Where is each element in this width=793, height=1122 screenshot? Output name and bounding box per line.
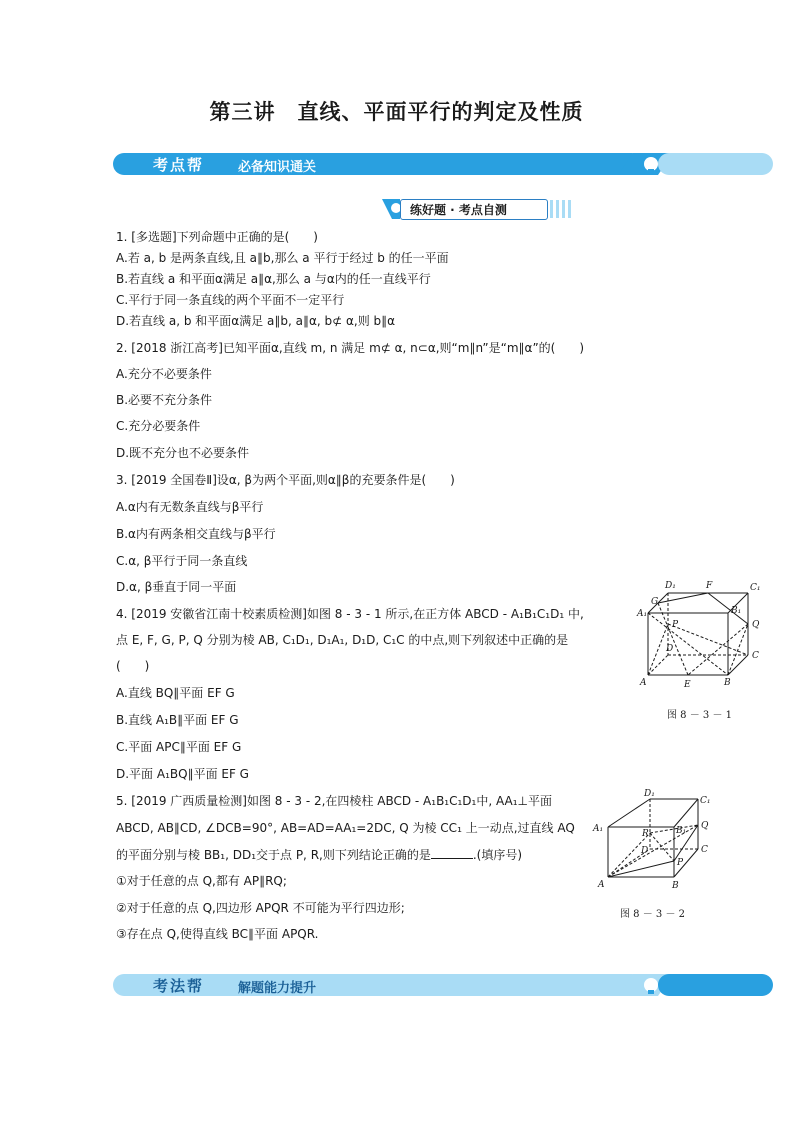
q1-option-c: C.平行于同一条直线的两个平面不一定平行 xyxy=(116,293,345,307)
q5-option-2: ②对于任意的点 Q,四边形 APQR 不可能为平行四边形; xyxy=(116,901,405,915)
q3-option-d: D.α, β垂直于同一平面 xyxy=(116,580,237,594)
q5-stem-line3-text: 的平面分别与棱 BB₁, DD₁交于点 P, R,则下列结论正确的是 xyxy=(116,848,431,862)
fig1-label-f: F xyxy=(706,581,713,591)
fig1-label-p: P xyxy=(672,620,679,630)
figure-8-3-2-caption: 图 8 － 3 － 2 xyxy=(620,909,685,920)
q5-stem-line2: ABCD, AB∥CD, ∠DCB=90°, AB=AD=AA₁=2DC, Q 为棱 CC₁ 上一动点,过直线 AQ xyxy=(116,821,575,835)
fig2-label-a1: A₁ xyxy=(593,824,604,834)
fig1-label-d1: D₁ xyxy=(665,581,676,591)
fig2-label-r: R xyxy=(642,829,649,839)
fig2-label-b1: B₁ xyxy=(676,826,687,836)
figure-8-3-1 xyxy=(636,575,776,700)
section-label-2: 解题能力提升 xyxy=(238,981,317,996)
q5-stem-line3-tail: .(填序号) xyxy=(472,848,523,862)
bulb-icon xyxy=(644,978,658,992)
q1-option-d: D.若直线 a, b 和平面α满足 a∥b, a∥α, b⊄ α,则 b∥α xyxy=(116,314,396,328)
q5-stem-line3 xyxy=(116,846,522,863)
q3-option-a: A.α内有无数条直线与β平行 xyxy=(116,500,264,514)
fig2-label-c: C xyxy=(701,845,708,855)
q1-option-a: A.若 a, b 是两条直线,且 a∥b,那么 a 平行于经过 b 的任一平面 xyxy=(116,251,449,265)
section-band-kaofabang xyxy=(113,972,773,998)
q3-stem: 3. [2019 全国卷Ⅱ]设α, β为两个平面,则α∥β的充要条件是( ) xyxy=(116,473,455,487)
figure-8-3-1-caption: 图 8 － 3 － 1 xyxy=(667,710,732,721)
fig1-label-a: A xyxy=(640,678,647,688)
q2-option-d: D.既不充分也不必要条件 xyxy=(116,446,250,460)
fig1-label-b: B xyxy=(724,678,731,688)
q4-option-c: C.平面 APC∥平面 EF G xyxy=(116,740,242,754)
fig2-label-p: P xyxy=(677,858,684,868)
q4-option-d: D.平面 A₁BQ∥平面 EF G xyxy=(116,767,249,781)
fig2-label-c1: C₁ xyxy=(700,796,711,806)
fig1-label-b1: B₁ xyxy=(731,606,742,616)
q2-option-b: B.必要不充分条件 xyxy=(116,393,213,407)
q4-stem-line1: 4. [2019 安徽省江南十校素质检测]如图 8 - 3 - 1 所示,在正方体 ABCD - A₁B₁C₁D₁ 中, xyxy=(116,607,584,621)
fig2-label-a: A xyxy=(598,880,605,890)
q5-option-1: ①对于任意的点 Q,都有 AP∥RQ; xyxy=(116,874,287,888)
q2-option-a: A.充分不必要条件 xyxy=(116,367,212,381)
q1-option-b: B.若直线 a 和平面α满足 a∥α,那么 a 与α内的任一直线平行 xyxy=(116,272,431,286)
section-band-bg xyxy=(113,151,773,177)
section-tag: 考点帮 xyxy=(153,156,205,174)
q3-option-b: B.α内有两条相交直线与β平行 xyxy=(116,527,276,541)
fig1-label-d: D xyxy=(666,644,674,654)
q3-option-c: C.α, β平行于同一条直线 xyxy=(116,554,248,568)
fig1-label-e: E xyxy=(684,680,691,690)
section-band-kaodianbang xyxy=(113,151,773,177)
fig1-label-q: Q xyxy=(752,620,760,630)
fig2-label-q: Q xyxy=(701,821,709,831)
fig1-label-c: C xyxy=(752,651,759,661)
bulb-icon xyxy=(644,157,658,171)
page-title: 第三讲 直线、平面平行的判定及性质 xyxy=(209,100,584,124)
q4-stem-line2: 点 E, F, G, P, Q 分别为棱 AB, C₁D₁, D₁A₁, D₁D, C₁C 的中点,则下列叙述中正确的是 xyxy=(116,633,569,647)
answer-blank xyxy=(431,846,473,859)
q4-option-a: A.直线 BQ∥平面 EF G xyxy=(116,686,235,700)
q2-stem: 2. [2018 浙江高考]已知平面α,直线 m, n 满足 m⊄ α, n⊂α,则“m∥n”是“m∥α”的( ) xyxy=(116,341,585,355)
fig2-label-b: B xyxy=(672,881,679,891)
q5-stem-line1: 5. [2019 广西质量检测]如图 8 - 3 - 2,在四棱柱 ABCD - A₁B₁C₁D₁中, AA₁⊥平面 xyxy=(116,794,553,808)
q2-option-c: C.充分必要条件 xyxy=(116,419,201,433)
section-band-bg-2 xyxy=(113,972,773,998)
fig1-label-a1: A₁ xyxy=(637,609,648,619)
fig1-label-g: G xyxy=(651,597,659,607)
q5-option-3: ③存在点 Q,使得直线 BC∥平面 APQR. xyxy=(116,927,319,941)
fig2-label-d: D xyxy=(641,846,649,856)
subsection-tag xyxy=(378,197,578,221)
figure-8-3-2 xyxy=(590,785,720,897)
section-tag-2: 考法帮 xyxy=(153,977,205,995)
fig1-label-c1: C₁ xyxy=(750,583,761,593)
subsection-label: 练好题 · 考点自测 xyxy=(410,203,507,217)
q1-stem: 1. [多选题]下列命题中正确的是( ) xyxy=(116,230,318,244)
q4-stem-line3: ( ) xyxy=(116,659,150,673)
fig2-label-d1: D₁ xyxy=(644,789,655,799)
q4-option-b: B.直线 A₁B∥平面 EF G xyxy=(116,713,239,727)
section-label: 必备知识通关 xyxy=(238,160,317,175)
